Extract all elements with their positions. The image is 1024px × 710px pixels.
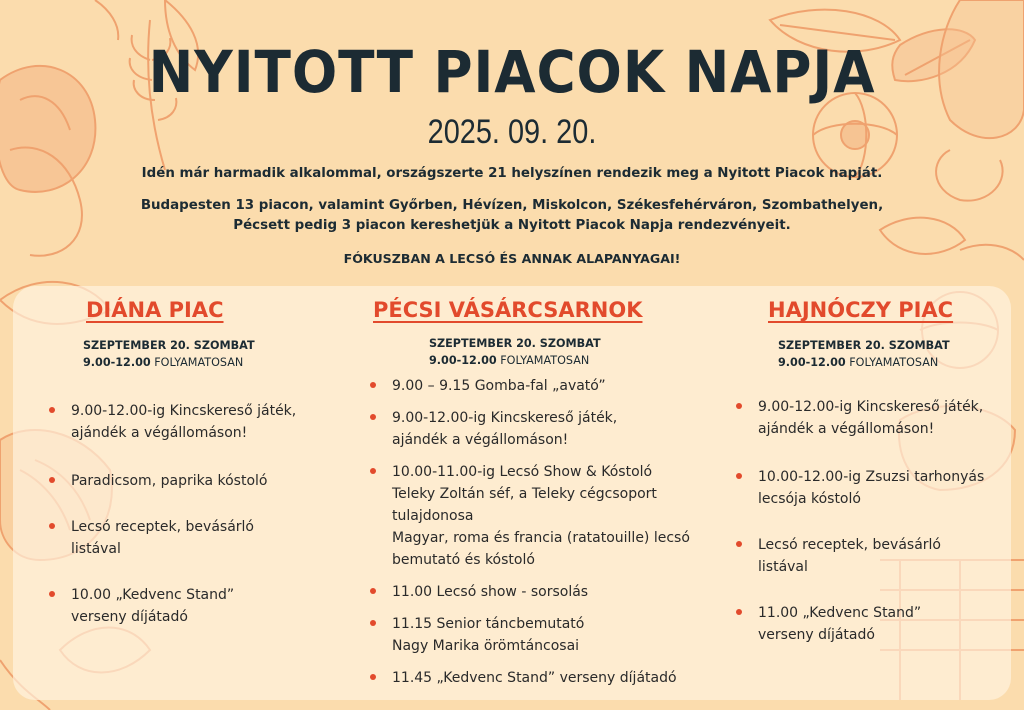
list-item: Lecsó receptek, bevásárló listával [49, 516, 329, 560]
schedule-time: 9.00-12.00 [83, 356, 151, 369]
schedule-mode: FOLYAMATOSAN [849, 356, 939, 369]
event-list [49, 400, 329, 628]
schedule-day: SZEPTEMBER 20. SZOMBAT [429, 337, 601, 350]
intro-paragraph-1: Idén már harmadik alkalommal, országszerte 21 helyszínen rendezik meg a Nyitott Piacok napját. [141, 166, 883, 181]
intro-paragraph-2 [80, 196, 944, 236]
list-item: 9.00-12.00-ig Kincskereső játék, ajándék a végállomáson! [736, 396, 1006, 440]
event-list [370, 375, 720, 689]
market-name: PÉCSI VÁSÁRCSARNOK [373, 298, 643, 322]
event-list [736, 396, 1006, 646]
list-item: 11.15 Senior táncbemutató Nagy Marika örömtáncosai [370, 613, 720, 657]
list-item: Paradicsom, paprika kóstoló [49, 470, 329, 492]
list-item: 10.00-12.00-ig Zsuzsi tarhonyás lecsója kóstoló [736, 466, 1006, 510]
list-item: 11.00 „Kedvenc Stand” verseny díjátadó [736, 602, 1006, 646]
market-column-hajnoczy [768, 298, 953, 322]
event-date: 2025. 09. 20. [427, 113, 597, 151]
list-item: 11.00 Lecsó show - sorsolás [370, 581, 720, 603]
focus-heading: FÓKUSZBAN A LECSÓ ÉS ANNAK ALAPANYAGAI! [343, 251, 681, 266]
event-title: NYITOTT PIACOK NAPJA [148, 38, 876, 106]
schedule-mode: FOLYAMATOSAN [500, 354, 590, 367]
list-item: 10.00-11.00-ig Lecsó Show & Kóstoló Teleky Zoltán séf, a Teleky cégcsoport tulajdonosa Magyar, roma és francia (ratatouille) lecsó bemutató és kóstoló [370, 461, 720, 571]
market-schedule [429, 335, 601, 369]
schedule-day: SZEPTEMBER 20. SZOMBAT [778, 339, 950, 352]
schedule-time: 9.00-12.00 [429, 354, 497, 367]
market-name: DIÁNA PIAC [86, 298, 224, 322]
list-item: 11.45 „Kedvenc Stand” verseny díjátadó [370, 667, 720, 689]
schedule-mode: FOLYAMATOSAN [154, 356, 244, 369]
market-schedule [778, 337, 950, 371]
list-item: 9.00-12.00-ig Kincskereső játék, ajándék a végállomáson! [49, 400, 329, 444]
intro-line-2: Pécsett pedig 3 piacon kereshetjük a Nyitott Piacok Napja rendezvényeit. [233, 218, 791, 233]
market-name: HAJNÓCZY PIAC [768, 298, 954, 322]
market-column-pecsi [373, 298, 642, 322]
list-item: 9.00 – 9.15 Gomba-fal „avató” [370, 375, 720, 397]
list-item: Lecsó receptek, bevásárló listával [736, 534, 1006, 578]
list-item: 9.00-12.00-ig Kincskereső játék, ajándék a végállomáson! [370, 407, 720, 451]
list-item: 10.00 „Kedvenc Stand” verseny díjátadó [49, 584, 329, 628]
market-column-diana [86, 298, 224, 322]
schedule-time: 9.00-12.00 [778, 356, 846, 369]
intro-line-1: Budapesten 13 piacon, valamint Győrben, Hévízen, Miskolcon, Székesfehérváron, Szombathelyen, [140, 198, 884, 213]
market-schedule [83, 337, 255, 371]
schedule-day: SZEPTEMBER 20. SZOMBAT [83, 339, 255, 352]
